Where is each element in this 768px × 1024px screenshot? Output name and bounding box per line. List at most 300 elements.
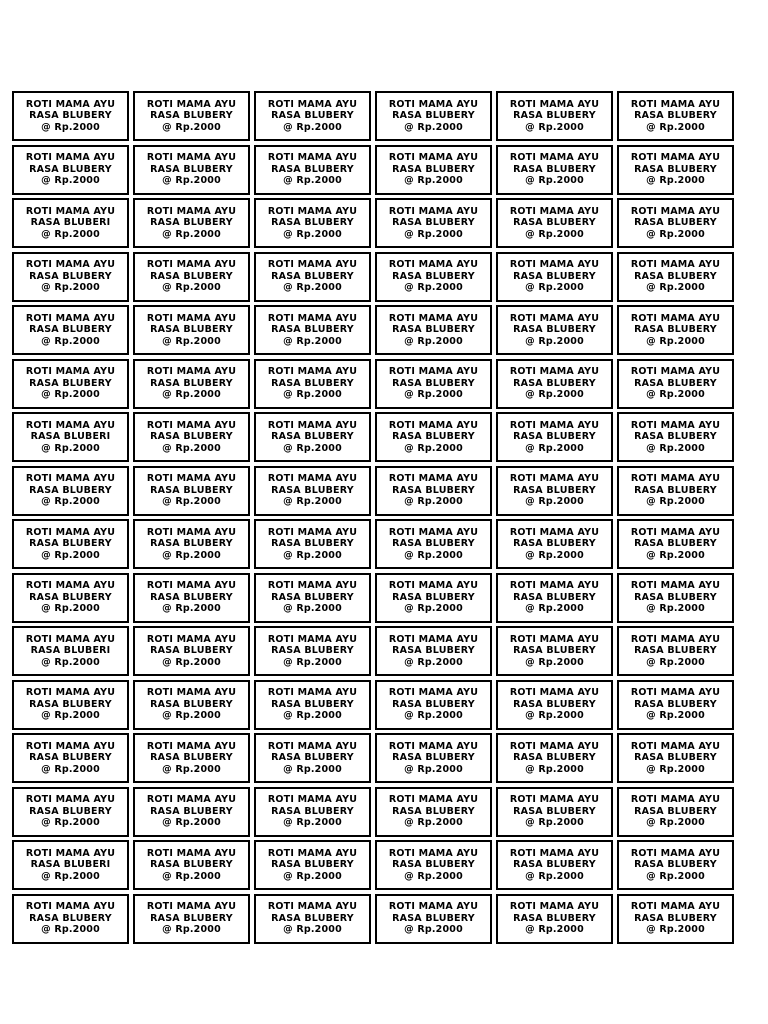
label-product-name: ROTI MAMA AYU [146,419,237,431]
label-price: @ Rp.2000 [404,710,463,722]
label-price: @ Rp.2000 [525,549,584,561]
label-flavor: RASA BLUBERY [271,698,354,710]
label-product-name: ROTI MAMA AYU [630,794,721,806]
label-price: @ Rp.2000 [646,924,705,936]
label-product-name: ROTI MAMA AYU [388,366,479,378]
price-label [133,305,250,355]
label-price: @ Rp.2000 [283,442,342,454]
label-product-name: ROTI MAMA AYU [388,794,479,806]
label-product-name: ROTI MAMA AYU [267,901,358,913]
label-price: @ Rp.2000 [283,603,342,615]
label-price: @ Rp.2000 [283,175,342,187]
label-product-name: ROTI MAMA AYU [388,473,479,485]
label-price: @ Rp.2000 [41,870,100,882]
label-flavor: RASA BLUBERY [392,431,475,443]
label-price: @ Rp.2000 [404,442,463,454]
label-product-name: ROTI MAMA AYU [25,901,116,913]
label-price: @ Rp.2000 [646,817,705,829]
price-label [496,733,613,783]
label-product-name: ROTI MAMA AYU [25,312,116,324]
label-flavor: RASA BLUBERY [634,217,717,229]
label-product-name: ROTI MAMA AYU [25,687,116,699]
price-label [375,145,492,195]
label-product-name: ROTI MAMA AYU [146,205,237,217]
price-label [496,519,613,569]
label-price: @ Rp.2000 [162,335,221,347]
label-product-name: ROTI MAMA AYU [388,901,479,913]
label-flavor: RASA BLUBERY [271,752,354,764]
label-flavor: RASA BLUBERY [29,377,112,389]
price-label [617,787,734,837]
label-price: @ Rp.2000 [162,710,221,722]
label-price: @ Rp.2000 [646,549,705,561]
label-flavor: RASA BLUBERY [150,484,233,496]
label-product-name: ROTI MAMA AYU [25,205,116,217]
label-flavor: RASA BLUBERY [634,805,717,817]
label-price: @ Rp.2000 [404,228,463,240]
label-flavor: RASA BLUBERY [271,110,354,122]
label-price: @ Rp.2000 [283,817,342,829]
price-label [254,840,371,890]
label-flavor: RASA BLUBERY [29,591,112,603]
label-product-name: ROTI MAMA AYU [267,419,358,431]
label-flavor: RASA BLUBERY [513,270,596,282]
price-label [133,466,250,516]
label-price: @ Rp.2000 [404,549,463,561]
price-label [254,412,371,462]
price-label [12,145,129,195]
label-product-name: ROTI MAMA AYU [25,98,116,110]
price-label [617,359,734,409]
label-product-name: ROTI MAMA AYU [25,526,116,538]
label-flavor: RASA BLUBERY [634,591,717,603]
price-label [254,198,371,248]
label-product-name: ROTI MAMA AYU [25,794,116,806]
label-price: @ Rp.2000 [283,228,342,240]
label-price: @ Rp.2000 [646,335,705,347]
label-product-name: ROTI MAMA AYU [146,847,237,859]
price-label [12,519,129,569]
label-price: @ Rp.2000 [404,496,463,508]
label-flavor: RASA BLUBERY [29,324,112,336]
price-label [617,840,734,890]
label-price: @ Rp.2000 [525,282,584,294]
label-product-name: ROTI MAMA AYU [25,847,116,859]
label-price: @ Rp.2000 [162,870,221,882]
price-label [12,359,129,409]
label-price: @ Rp.2000 [162,442,221,454]
label-flavor: RASA BLUBERY [29,163,112,175]
label-product-name: ROTI MAMA AYU [388,633,479,645]
price-label [254,252,371,302]
label-price: @ Rp.2000 [162,175,221,187]
label-flavor: RASA BLUBERY [271,645,354,657]
price-label [496,91,613,141]
price-label [375,198,492,248]
label-flavor: RASA BLUBERY [392,324,475,336]
price-label [375,412,492,462]
label-product-name: ROTI MAMA AYU [388,526,479,538]
label-flavor: RASA BLUBERY [392,270,475,282]
price-label [254,894,371,944]
price-label [12,626,129,676]
label-price: @ Rp.2000 [41,710,100,722]
label-flavor: RASA BLUBERI [30,859,111,871]
price-label [133,573,250,623]
label-product-name: ROTI MAMA AYU [509,580,600,592]
label-price: @ Rp.2000 [525,763,584,775]
price-label [375,573,492,623]
label-product-name: ROTI MAMA AYU [388,312,479,324]
label-product-name: ROTI MAMA AYU [25,366,116,378]
label-product-name: ROTI MAMA AYU [267,847,358,859]
label-price: @ Rp.2000 [404,763,463,775]
label-price: @ Rp.2000 [525,121,584,133]
price-label [375,466,492,516]
label-flavor: RASA BLUBERY [29,698,112,710]
label-flavor: RASA BLUBERY [513,591,596,603]
price-label [133,412,250,462]
label-product-name: ROTI MAMA AYU [267,526,358,538]
label-product-name: ROTI MAMA AYU [146,152,237,164]
price-label [254,787,371,837]
label-product-name: ROTI MAMA AYU [630,312,721,324]
label-flavor: RASA BLUBERY [150,645,233,657]
label-product-name: ROTI MAMA AYU [388,205,479,217]
label-product-name: ROTI MAMA AYU [146,901,237,913]
label-price: @ Rp.2000 [41,763,100,775]
label-flavor: RASA BLUBERY [150,538,233,550]
label-price: @ Rp.2000 [41,335,100,347]
price-label [617,305,734,355]
label-price: @ Rp.2000 [525,496,584,508]
label-price: @ Rp.2000 [404,817,463,829]
label-flavor: RASA BLUBERY [271,912,354,924]
label-product-name: ROTI MAMA AYU [267,473,358,485]
label-price: @ Rp.2000 [404,335,463,347]
label-flavor: RASA BLUBERY [634,912,717,924]
price-label [12,680,129,730]
price-label [375,626,492,676]
price-label [496,252,613,302]
label-flavor: RASA BLUBERY [634,859,717,871]
price-label [12,412,129,462]
label-flavor: RASA BLUBERY [271,805,354,817]
price-label [617,466,734,516]
label-product-name: ROTI MAMA AYU [630,847,721,859]
label-price: @ Rp.2000 [283,389,342,401]
label-product-name: ROTI MAMA AYU [388,98,479,110]
price-label [254,359,371,409]
label-product-name: ROTI MAMA AYU [267,259,358,271]
label-product-name: ROTI MAMA AYU [509,847,600,859]
label-price: @ Rp.2000 [162,656,221,668]
label-product-name: ROTI MAMA AYU [25,580,116,592]
label-product-name: ROTI MAMA AYU [267,794,358,806]
label-flavor: RASA BLUBERY [271,538,354,550]
price-label [496,680,613,730]
label-price: @ Rp.2000 [525,175,584,187]
label-price: @ Rp.2000 [646,121,705,133]
label-price: @ Rp.2000 [646,175,705,187]
price-label [133,626,250,676]
label-flavor: RASA BLUBERY [150,591,233,603]
price-label [12,252,129,302]
label-price: @ Rp.2000 [41,389,100,401]
label-product-name: ROTI MAMA AYU [388,687,479,699]
label-price: @ Rp.2000 [404,870,463,882]
label-price: @ Rp.2000 [646,442,705,454]
label-product-name: ROTI MAMA AYU [630,419,721,431]
price-label [254,145,371,195]
label-price: @ Rp.2000 [162,496,221,508]
label-price: @ Rp.2000 [162,121,221,133]
price-label [375,840,492,890]
label-price: @ Rp.2000 [41,121,100,133]
price-label [617,733,734,783]
price-label [12,573,129,623]
label-product-name: ROTI MAMA AYU [388,740,479,752]
label-product-name: ROTI MAMA AYU [25,419,116,431]
label-flavor: RASA BLUBERY [150,377,233,389]
label-price: @ Rp.2000 [646,496,705,508]
price-label [496,305,613,355]
label-product-name: ROTI MAMA AYU [146,794,237,806]
label-price: @ Rp.2000 [525,817,584,829]
label-product-name: ROTI MAMA AYU [25,740,116,752]
price-label [617,198,734,248]
label-product-name: ROTI MAMA AYU [630,633,721,645]
label-product-name: ROTI MAMA AYU [509,687,600,699]
label-flavor: RASA BLUBERY [513,217,596,229]
price-label [375,733,492,783]
label-flavor: RASA BLUBERY [392,698,475,710]
label-price: @ Rp.2000 [41,603,100,615]
label-flavor: RASA BLUBERY [513,752,596,764]
label-flavor: RASA BLUBERY [392,377,475,389]
label-flavor: RASA BLUBERY [634,324,717,336]
price-label [12,305,129,355]
label-price: @ Rp.2000 [162,389,221,401]
label-product-name: ROTI MAMA AYU [267,205,358,217]
label-product-name: ROTI MAMA AYU [267,580,358,592]
label-product-name: ROTI MAMA AYU [25,259,116,271]
price-label [133,733,250,783]
label-flavor: RASA BLUBERY [392,163,475,175]
price-label [375,91,492,141]
label-price: @ Rp.2000 [162,763,221,775]
label-product-name: ROTI MAMA AYU [630,366,721,378]
label-product-name: ROTI MAMA AYU [388,259,479,271]
label-flavor: RASA BLUBERY [271,484,354,496]
label-flavor: RASA BLUBERY [29,270,112,282]
label-flavor: RASA BLUBERY [634,270,717,282]
price-label [254,626,371,676]
price-label [375,894,492,944]
price-label [254,680,371,730]
label-flavor: RASA BLUBERY [150,805,233,817]
label-flavor: RASA BLUBERY [392,859,475,871]
price-label [254,91,371,141]
label-price: @ Rp.2000 [525,442,584,454]
price-label [133,198,250,248]
label-product-name: ROTI MAMA AYU [388,419,479,431]
price-label [12,466,129,516]
label-flavor: RASA BLUBERY [392,538,475,550]
label-flavor: RASA BLUBERY [513,484,596,496]
price-label [617,573,734,623]
label-product-name: ROTI MAMA AYU [509,98,600,110]
label-product-name: ROTI MAMA AYU [630,205,721,217]
label-flavor: RASA BLUBERY [513,163,596,175]
label-flavor: RASA BLUBERI [30,217,111,229]
label-product-name: ROTI MAMA AYU [509,473,600,485]
label-price: @ Rp.2000 [162,603,221,615]
label-flavor: RASA BLUBERY [150,859,233,871]
label-flavor: RASA BLUBERY [513,538,596,550]
label-product-name: ROTI MAMA AYU [630,740,721,752]
label-flavor: RASA BLUBERY [29,752,112,764]
label-product-name: ROTI MAMA AYU [509,312,600,324]
price-label [254,573,371,623]
label-flavor: RASA BLUBERY [150,752,233,764]
label-price: @ Rp.2000 [525,603,584,615]
label-flavor: RASA BLUBERY [150,698,233,710]
label-flavor: RASA BLUBERY [513,698,596,710]
label-flavor: RASA BLUBERY [513,431,596,443]
label-flavor: RASA BLUBERY [634,698,717,710]
price-label [133,787,250,837]
label-product-name: ROTI MAMA AYU [509,901,600,913]
label-product-name: ROTI MAMA AYU [146,740,237,752]
price-label [254,466,371,516]
price-label [12,198,129,248]
label-product-name: ROTI MAMA AYU [267,98,358,110]
label-product-name: ROTI MAMA AYU [630,687,721,699]
label-product-name: ROTI MAMA AYU [146,312,237,324]
price-label [617,91,734,141]
label-price: @ Rp.2000 [404,389,463,401]
price-label [375,519,492,569]
label-flavor: RASA BLUBERY [271,591,354,603]
label-product-name: ROTI MAMA AYU [25,152,116,164]
label-product-name: ROTI MAMA AYU [25,633,116,645]
label-price: @ Rp.2000 [646,389,705,401]
label-product-name: ROTI MAMA AYU [630,259,721,271]
label-flavor: RASA BLUBERY [634,484,717,496]
label-price: @ Rp.2000 [525,924,584,936]
label-flavor: RASA BLUBERY [392,110,475,122]
price-label [496,787,613,837]
label-product-name: ROTI MAMA AYU [630,473,721,485]
label-price: @ Rp.2000 [283,549,342,561]
label-price: @ Rp.2000 [41,817,100,829]
label-price: @ Rp.2000 [404,175,463,187]
label-product-name: ROTI MAMA AYU [509,526,600,538]
label-flavor: RASA BLUBERY [634,377,717,389]
price-label [617,894,734,944]
label-product-name: ROTI MAMA AYU [267,152,358,164]
price-label [12,787,129,837]
label-product-name: ROTI MAMA AYU [146,633,237,645]
price-label [12,91,129,141]
label-product-name: ROTI MAMA AYU [267,633,358,645]
price-label [496,145,613,195]
label-flavor: RASA BLUBERY [271,431,354,443]
label-flavor: RASA BLUBERY [150,163,233,175]
label-product-name: ROTI MAMA AYU [630,580,721,592]
label-price: @ Rp.2000 [525,389,584,401]
price-label [375,252,492,302]
label-price: @ Rp.2000 [162,228,221,240]
label-flavor: RASA BLUBERY [271,859,354,871]
label-product-name: ROTI MAMA AYU [267,366,358,378]
price-label [254,519,371,569]
label-price: @ Rp.2000 [525,656,584,668]
label-price: @ Rp.2000 [162,282,221,294]
label-flavor: RASA BLUBERY [513,324,596,336]
label-product-name: ROTI MAMA AYU [25,473,116,485]
label-flavor: RASA BLUBERY [634,431,717,443]
label-flavor: RASA BLUBERY [29,912,112,924]
price-label [133,894,250,944]
label-price: @ Rp.2000 [283,496,342,508]
label-flavor: RASA BLUBERY [392,217,475,229]
label-product-name: ROTI MAMA AYU [388,580,479,592]
price-label [133,680,250,730]
label-flavor: RASA BLUBERY [392,752,475,764]
price-label [496,894,613,944]
price-label [496,840,613,890]
label-flavor: RASA BLUBERY [392,645,475,657]
label-product-name: ROTI MAMA AYU [146,98,237,110]
label-flavor: RASA BLUBERY [271,324,354,336]
label-product-name: ROTI MAMA AYU [388,847,479,859]
label-flavor: RASA BLUBERY [29,110,112,122]
label-product-name: ROTI MAMA AYU [146,366,237,378]
label-product-name: ROTI MAMA AYU [509,152,600,164]
label-flavor: RASA BLUBERY [271,377,354,389]
label-price: @ Rp.2000 [283,282,342,294]
label-flavor: RASA BLUBERY [634,163,717,175]
price-label [375,305,492,355]
label-product-name: ROTI MAMA AYU [146,526,237,538]
label-product-name: ROTI MAMA AYU [267,687,358,699]
label-product-name: ROTI MAMA AYU [388,152,479,164]
price-label [496,573,613,623]
label-flavor: RASA BLUBERI [30,645,111,657]
label-product-name: ROTI MAMA AYU [509,205,600,217]
price-label [617,626,734,676]
label-price: @ Rp.2000 [41,282,100,294]
label-product-name: ROTI MAMA AYU [630,901,721,913]
price-label [133,840,250,890]
label-flavor: RASA BLUBERY [392,484,475,496]
label-flavor: RASA BLUBERY [634,645,717,657]
label-price: @ Rp.2000 [162,817,221,829]
price-label [496,412,613,462]
label-price: @ Rp.2000 [162,549,221,561]
price-label [375,680,492,730]
label-flavor: RASA BLUBERY [513,110,596,122]
label-price: @ Rp.2000 [525,228,584,240]
price-label [133,519,250,569]
label-product-name: ROTI MAMA AYU [630,98,721,110]
price-label [133,252,250,302]
label-flavor: RASA BLUBERY [513,859,596,871]
label-flavor: RASA BLUBERY [392,805,475,817]
label-price: @ Rp.2000 [283,121,342,133]
